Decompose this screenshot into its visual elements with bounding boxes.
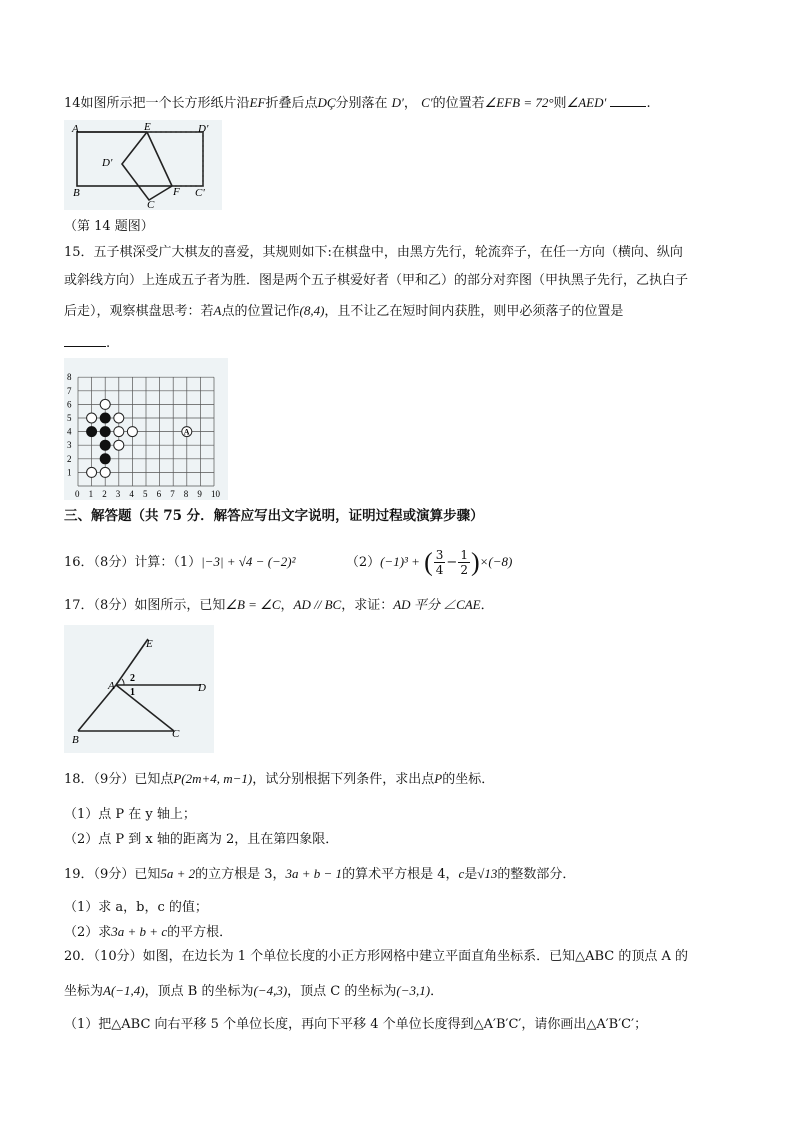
white-stone	[87, 467, 97, 477]
q17-label-a: A	[108, 680, 115, 692]
q16-frac2: $\frac{1}{2}$	[460, 548, 468, 577]
board-x-tick: 2	[102, 489, 107, 499]
black-stone	[87, 427, 97, 437]
q14-label-f: F	[173, 186, 180, 198]
q20-cond1: （1）把△ABC 向右平移 5 个单位长度，再向下平移 4 个单位长度得到△A′B′C′，请你画出△A′B′C′；	[64, 1017, 648, 1032]
white-stone	[100, 467, 110, 477]
q14-answer-blank[interactable]	[610, 92, 646, 107]
q20-line2: 坐标为A(−1,4)，顶点 B 的坐标为(−4,3)，顶点 C 的坐标为(−3,1)．	[64, 983, 444, 999]
q14-label-b: B	[73, 187, 80, 199]
board-x-tick: 8	[183, 489, 189, 499]
q17-label-c: C	[172, 728, 180, 740]
q14-label-a: A	[72, 123, 79, 135]
board-y-tick: 4	[67, 426, 72, 437]
black-stone	[100, 427, 110, 437]
board-y-tick: 8	[67, 372, 72, 383]
q14-label-e: E	[144, 121, 151, 133]
q14-label-c-prime: C'	[195, 187, 205, 199]
q17-text: 17．（8分）如图所示，已知∠B = ∠C，AD // BC，求证：AD 平分 ∠CAE．	[64, 597, 494, 613]
q15-line2: 或斜线方向）上连成五子者为胜．图是两个五子棋爱好者（甲和乙）的部分对弈图（甲执黑子先行，乙执白子	[64, 273, 689, 288]
white-stone	[114, 413, 124, 423]
q19-cond1: （1）求 a，b，c 的值；	[64, 900, 208, 915]
q14-label-d-prime: D'	[102, 157, 113, 169]
q18-cond1: （1）点 P 在 y 轴上；	[64, 807, 196, 822]
board-x-tick: 5	[143, 489, 148, 499]
black-stone	[100, 413, 110, 423]
black-stone	[100, 440, 110, 450]
q15-answer-blank[interactable]	[64, 332, 106, 347]
board-y-tick: 5	[67, 413, 72, 423]
section3-title: 三、解答题（共 75 分．解答应写出文字说明，证明过程或演算步骤）	[64, 508, 484, 524]
q15-line1: 15．五子棋深受广大棋友的喜爱，其规则如下:在棋盘中，由黑方先行，轮流弈子，在任一方向（横向、纵向	[64, 245, 683, 260]
q17-label-1: 1	[130, 687, 135, 698]
board-y-tick: 1	[67, 467, 72, 478]
q14-text: 14如图所示把一个长方形纸片沿EF折叠后点DÇ分别落在 D′， C′的位置若∠EFB = 72°则∠AED′ .	[64, 92, 651, 113]
white-stone	[127, 427, 137, 437]
q14-label-c: C	[147, 199, 155, 210]
board-y-tick: 6	[67, 399, 72, 410]
q16-text: 16．（8分）计算：（1）|−3| + √4 − (−2)² （2）(−1)³ + ( $\frac{3}{4}$ − $\frac{1}{2}$ )×(−8)	[64, 547, 513, 577]
black-stone	[100, 454, 110, 464]
board-x-tick: 6	[156, 489, 162, 499]
q18-cond2: （2）点 P 到 x 轴的距离为 2，且在第四象限．	[64, 832, 339, 847]
board-y-tick: 3	[67, 440, 72, 451]
white-stone	[114, 440, 124, 450]
board-x-tick: 7	[170, 489, 175, 499]
q19-text: 19．（9分）已知5a + 2的立方根是 3，3a + b − 1的算术平方根是 4，c是√13的整数部分．	[64, 866, 576, 882]
board-y-tick: 7	[67, 385, 72, 396]
q15-answer-line: .	[64, 332, 110, 353]
q17-label-e: E	[146, 638, 153, 650]
q19-cond2: （2）求3a + b + c的平方根．	[64, 924, 233, 940]
board-x-tick: 10	[211, 489, 220, 499]
q16-frac1: $\frac{3}{4}$	[435, 548, 444, 577]
white-stone	[100, 399, 110, 409]
board-x-tick: 4	[129, 489, 134, 499]
point-a-label: A	[183, 427, 190, 437]
board-x-tick: 1	[88, 489, 94, 499]
q17-label-d: D	[198, 682, 206, 694]
q14-caption: （第 14 题图）	[64, 219, 154, 234]
q14-label-d-top: D'	[198, 123, 209, 135]
q14-figure	[64, 120, 222, 210]
board-x-tick: 0	[75, 489, 80, 499]
q18-text: 18．（9分）已知点P(2m+4, m−1)，试分别根据下列条件，求出点P的坐标．	[64, 771, 495, 787]
q17-label-2: 2	[130, 673, 135, 684]
white-stone	[87, 413, 97, 423]
q17-label-b: B	[72, 734, 79, 746]
q20-line1: 20．（10分）如图，在边长为 1 个单位长度的小正方形网格中建立平面直角坐标系．已知△ABC 的顶点 A 的	[64, 949, 689, 964]
white-stone	[114, 427, 124, 437]
q15-go-board	[64, 358, 228, 500]
board-x-tick: 9	[197, 489, 202, 499]
board-y-tick: 2	[67, 453, 72, 464]
board-x-tick: 3	[115, 489, 121, 499]
q15-line3: 后走），观察棋盘思考：若A点的位置记作(8,4)，且不让乙在短时间内获胜，则甲必须落子的位置是	[64, 303, 624, 319]
q17-figure	[64, 625, 214, 753]
